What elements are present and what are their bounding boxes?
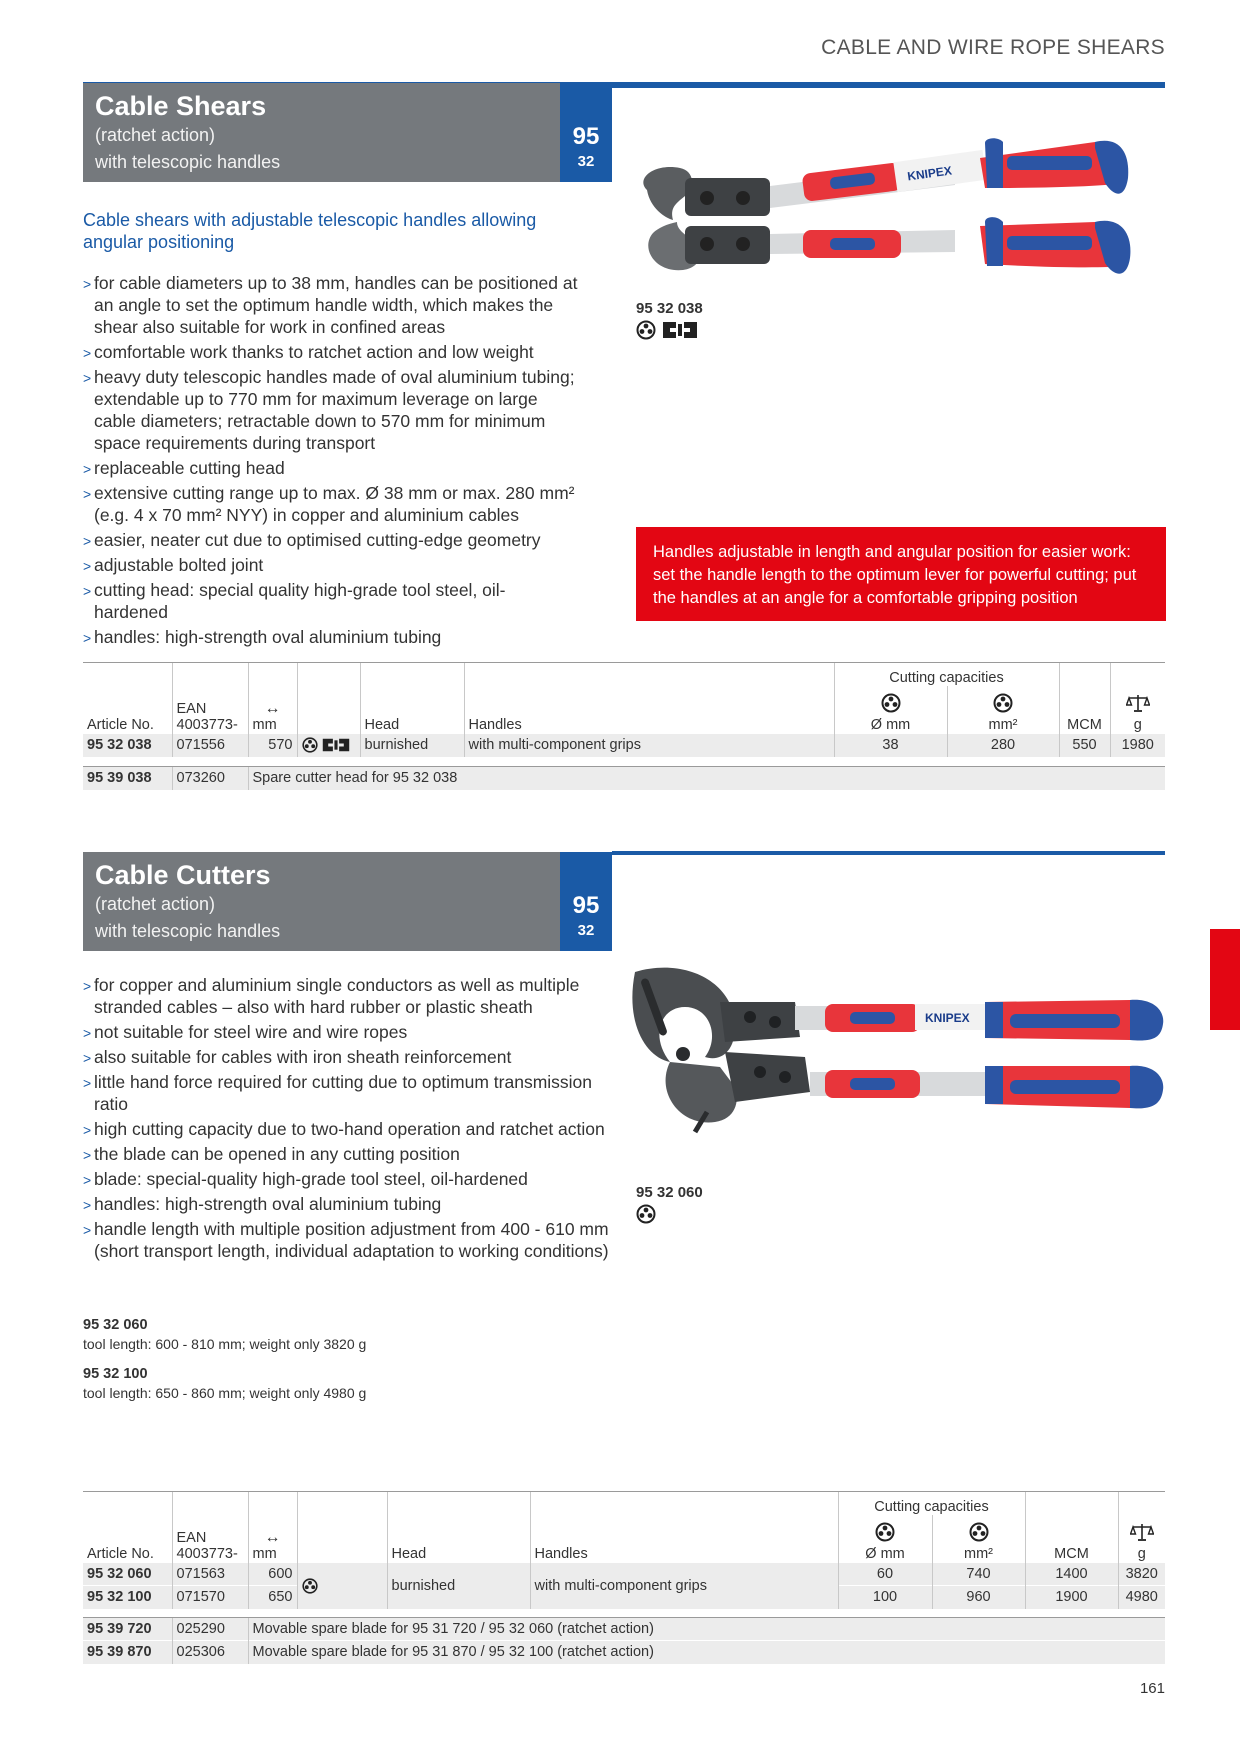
feature-item: > also suitable for cables with iron sheath reinforcement: [83, 1046, 613, 1068]
feature-item: > handle length with multiple position adjustment from 400 - 610 mm (short transport length, individual adaptation to working conditions): [83, 1218, 613, 1262]
column-header-area: mm²: [947, 686, 1059, 734]
row-symbols: [297, 1563, 387, 1609]
column-header-handles: Handles: [464, 686, 834, 734]
table-row: 95 32 060 071563 600 burnished with multi-component grips 60 740 1400 3820: [83, 1563, 1165, 1586]
cable-cut-icon: [302, 1578, 318, 1594]
column-header-symbols: [297, 686, 360, 734]
column-header-diameter: Ø mm: [834, 686, 947, 734]
section2-title: Cable Cutters: [95, 860, 271, 890]
section1-spare-table: [83, 766, 1165, 790]
column-header-ean: EAN 4003773-: [172, 1515, 248, 1563]
section1-red-note: Handles adjustable in length and angular position for easier work: set the handle length to the optimum lever for powerful cutting; put the handles at an angle for a comfortable gripping position: [636, 527, 1166, 621]
section2-subtitle1: (ratchet action): [95, 894, 216, 914]
table-row: 95 39 720 025290 Movable spare blade for 95 31 720 / 95 32 060 (ratchet action): [83, 1618, 1165, 1641]
section1-intro: Cable shears with adjustable telescopic handles allowing angular positioning: [83, 210, 537, 252]
column-header-length: ↔ mm: [248, 686, 297, 734]
model-note: 95 32 100 tool length: 650 - 860 mm; weight only 4980 g: [83, 1366, 367, 1401]
replaceable-head-icon: [322, 737, 350, 753]
cable-cut-icon: [302, 737, 318, 753]
feature-item: > high cutting capacity due to two-hand operation and ratchet action: [83, 1118, 613, 1140]
weight-scale-icon: [1130, 1522, 1154, 1542]
cable-cutters-photo: [625, 962, 1170, 1162]
feature-item: > comfortable work thanks to ratchet action and low weight: [83, 341, 578, 363]
column-header-article: Article No.: [87, 1546, 154, 1562]
table-row: 95 32 100 071570 650 100 960 1900 4980: [83, 1586, 1165, 1609]
feature-item: > blade: special-quality high-grade tool steel, oil-hardened: [83, 1168, 613, 1190]
feature-item: > replaceable cutting head: [83, 457, 578, 479]
shears-brand-text: KNIPEX: [906, 163, 953, 184]
page-number: 161: [1139, 1680, 1165, 1697]
feature-item: > adjustable bolted joint: [83, 554, 578, 576]
column-header-handles: Handles: [530, 1515, 838, 1563]
section2-feature-list: [83, 974, 613, 1265]
length-arrow-icon: ↔: [264, 1529, 281, 1546]
feature-item: > cutting head: special quality high-grade tool steel, oil-hardened: [83, 579, 578, 623]
cutters-brand-text: KNIPEX: [925, 1011, 970, 1025]
section1-group-sub: 32: [577, 153, 595, 170]
cutters-article-label: 95 32 060: [636, 1184, 703, 1201]
cable-shears-photo: [625, 138, 1170, 308]
table-row: 95 39 038 073260 Spare cutter head for 95 32 038: [83, 767, 1165, 790]
column-header-symbols: [297, 1515, 387, 1563]
cable-cut-icon: [881, 693, 901, 713]
row-symbols: [297, 734, 360, 757]
section2-spare-table: [83, 1617, 1165, 1664]
table-row: 95 39 870 025306 Movable spare blade for 95 31 870 / 95 32 100 (ratchet action): [83, 1641, 1165, 1664]
shears-article-label: 95 32 038: [636, 300, 703, 317]
section1-group-main: 95: [572, 123, 600, 150]
column-header-article: Article No.: [87, 717, 154, 733]
section2-subtitle2: with telescopic handles: [95, 921, 281, 941]
feature-item: > for copper and aluminium single conductors as well as multiple stranded cables – also with hard rubber or plastic sheath: [83, 974, 613, 1018]
page-section-title: CABLE AND WIRE ROPE SHEARS: [821, 36, 1165, 59]
shears-symbols: [636, 320, 698, 340]
column-header-area: mm²: [932, 1515, 1025, 1563]
section1-spec-table: [83, 662, 1165, 757]
feature-item: > the blade can be opened in any cutting position: [83, 1143, 613, 1165]
model-note: 95 32 060 tool length: 600 - 810 mm; weight only 3820 g: [83, 1317, 367, 1352]
section1-subtitle2: with telescopic handles: [95, 152, 281, 172]
section1-title: Cable Shears: [95, 91, 267, 121]
feature-item: > for cable diameters up to 38 mm, handles can be positioned at an angle to set the optimum handle width, which makes the shear also suitable for work in confined areas: [83, 272, 578, 338]
column-header-head: Head: [360, 686, 464, 734]
section1-title-box: [83, 83, 560, 182]
cable-cut-icon: [969, 1522, 989, 1542]
section1-subtitle1: (ratchet action): [95, 125, 216, 145]
section2-group-badge: [560, 852, 612, 951]
section2-spec-table: [83, 1491, 1165, 1609]
replaceable-head-icon: [662, 320, 698, 340]
cutters-symbols: [636, 1204, 656, 1224]
section2-title-box: [83, 852, 560, 951]
section1-feature-list: [83, 272, 578, 651]
feature-item: > handles: high-strength oval aluminium tubing: [83, 626, 578, 648]
feature-item: > heavy duty telescopic handles made of oval aluminium tubing; extendable up to 770 mm for maximum leverage on large cable diameters; retractable down to 570 mm for minimum space requirements during transport: [83, 366, 578, 454]
column-header-head: Head: [387, 1515, 530, 1563]
cable-cut-icon: [636, 320, 656, 340]
feature-item: > little hand force required for cutting due to optimum transmission ratio: [83, 1071, 613, 1115]
feature-item: > extensive cutting range up to max. Ø 38 mm or max. 280 mm² (e.g. 4 x 70 mm² NYY) in copper and aluminium cables: [83, 482, 578, 526]
table-row: 95 32 038 071556 570 burnished with multi-component grips 38 280 550 1980: [83, 734, 1165, 757]
column-header-mcm: MCM: [1059, 686, 1110, 734]
section1-group-badge: [560, 83, 612, 182]
column-header-weight: g: [1110, 686, 1165, 734]
section2-group-sub: 32: [577, 922, 595, 939]
column-header-length: ↔ mm: [248, 1515, 297, 1563]
cable-cut-icon: [993, 693, 1013, 713]
feature-item: > not suitable for steel wire and wire ropes: [83, 1021, 613, 1043]
cutting-capacities-header: Cutting capacities: [834, 663, 1059, 686]
section2-group-main: 95: [572, 892, 600, 919]
cable-cut-icon: [636, 1204, 656, 1224]
column-header-weight: g: [1118, 1515, 1165, 1563]
feature-item: > handles: high-strength oval aluminium tubing: [83, 1193, 613, 1215]
column-header-mcm: MCM: [1025, 1515, 1118, 1563]
cutting-capacities-header: Cutting capacities: [838, 1492, 1025, 1515]
weight-scale-icon: [1126, 693, 1150, 713]
feature-item: > easier, neater cut due to optimised cutting-edge geometry: [83, 529, 578, 551]
section2-blue-line: [612, 851, 1165, 855]
length-arrow-icon: ↔: [264, 700, 281, 717]
cable-cut-icon: [875, 1522, 895, 1542]
chapter-tab-marker: [1210, 929, 1240, 1030]
column-header-ean: EAN 4003773-: [172, 686, 248, 734]
column-header-diameter: Ø mm: [838, 1515, 932, 1563]
